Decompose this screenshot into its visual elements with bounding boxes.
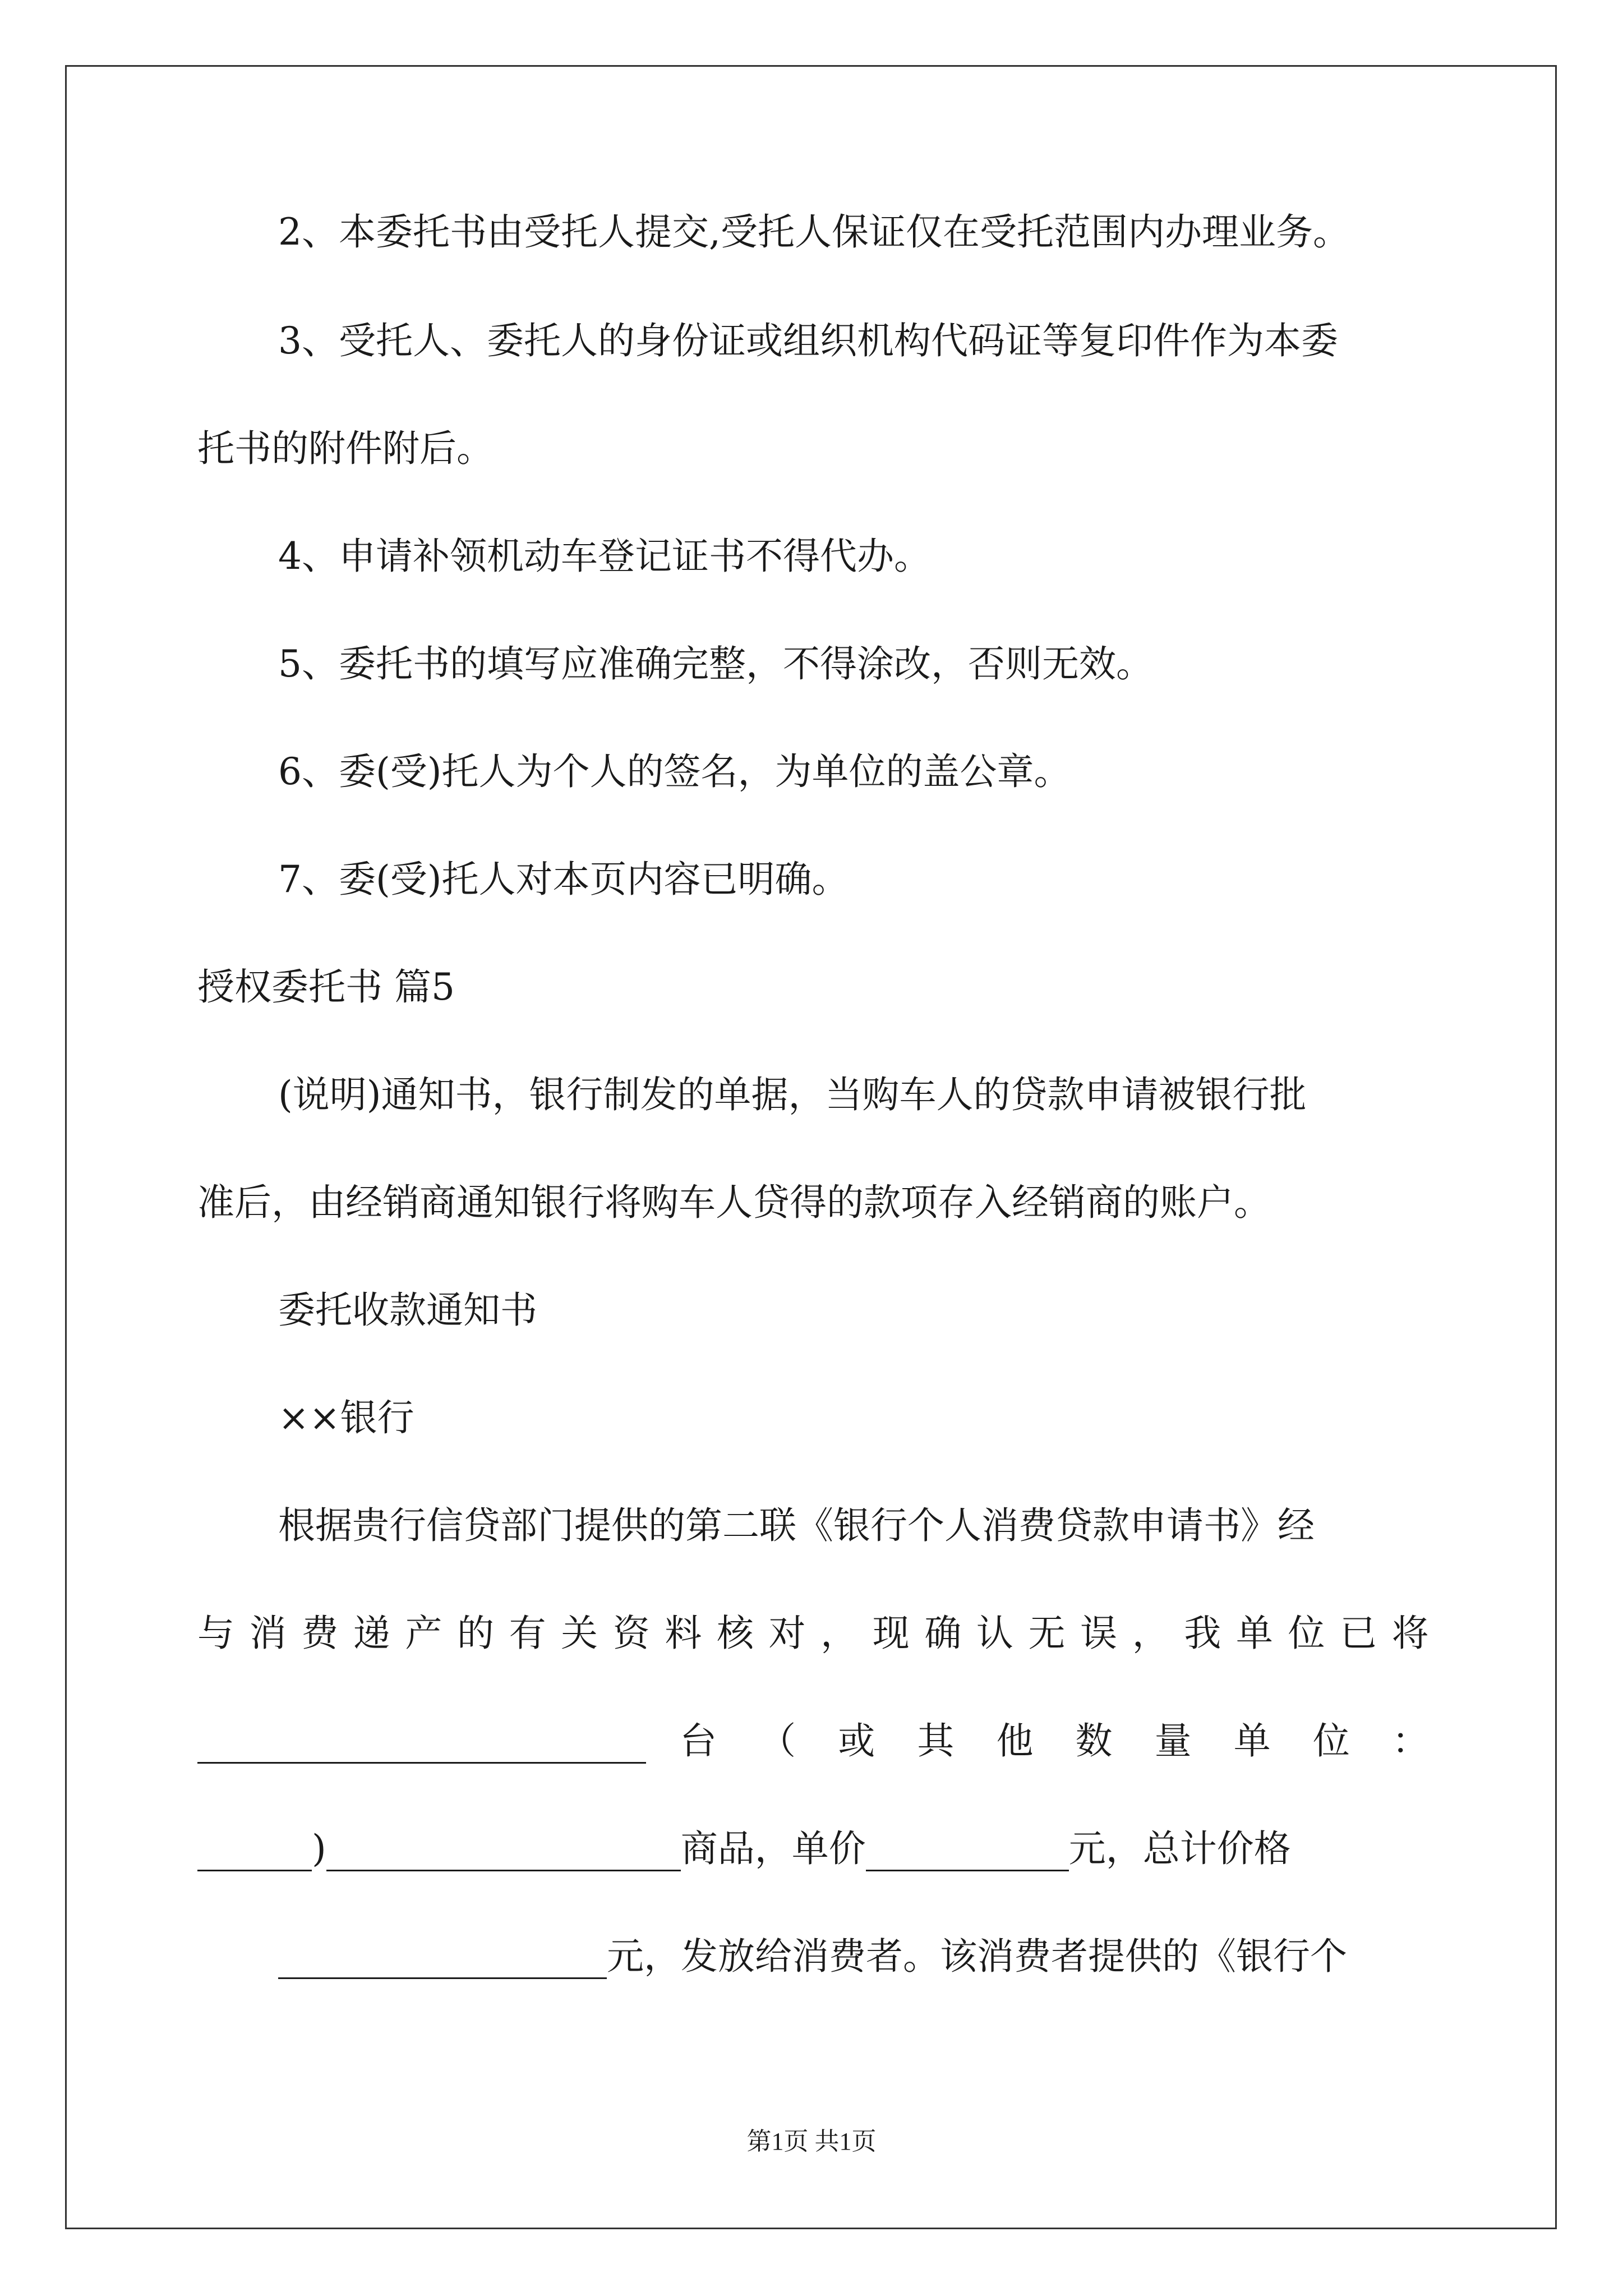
justified-line-2-char: 无	[1028, 1612, 1066, 1655]
paragraph-item-5: 5、委托书的填写应准确完整，不得涂改，否则无效。	[278, 642, 1153, 685]
product-blank	[326, 1837, 681, 1871]
paragraph-item-6: 6、委(受)托人为个人的签名，为单位的盖公章。	[278, 750, 1071, 793]
distribution-text: 元，发放给消费者。该消费者提供的《银行个	[607, 1935, 1347, 1978]
justified-line-2-char: 认	[976, 1612, 1013, 1655]
justified-line-2-char: 与	[197, 1612, 234, 1655]
justified-line-2-char: 误	[1080, 1612, 1118, 1655]
bank-name: ××银行	[278, 1396, 414, 1439]
justified-line-2-char: 确	[924, 1612, 962, 1655]
justified-line-2-char: 核	[716, 1612, 754, 1655]
total-price-blank	[278, 1945, 607, 1979]
justified-line-3-char: （	[759, 1719, 796, 1763]
justified-line-3-char: 数	[1075, 1719, 1113, 1763]
quantity-blank	[197, 1729, 646, 1764]
justified-line-2-char: ，	[820, 1612, 858, 1655]
page-border	[65, 65, 1557, 2229]
quantity-unit-text	[680, 1719, 1429, 1764]
notice-body-line-2	[197, 1611, 1429, 1656]
justified-line-2-char: 对	[768, 1612, 806, 1655]
justified-line-3-char: ：	[1391, 1719, 1429, 1763]
notice-body-line-4	[197, 1826, 1291, 1871]
paragraph-item-3-line-1: 3、受托人、委托人的身份证或组织机构代码证等复印件作为本委	[278, 319, 1338, 362]
unit-price-label: 商品，单价	[680, 1827, 866, 1870]
justified-line-3-char: 位	[1312, 1719, 1350, 1763]
justified-line-2-char: 已	[1340, 1612, 1377, 1655]
section-heading: 授权委托书 篇5	[197, 965, 455, 1009]
notice-body-line-1: 根据贵行信贷部门提供的第二联《银行个人消费贷款申请书》经	[278, 1504, 1315, 1547]
justified-line-2-char: 现	[872, 1612, 910, 1655]
justified-line-2-char: 费	[301, 1612, 339, 1655]
justified-line-2-char: 递	[353, 1612, 390, 1655]
justified-line-3-char: 台	[680, 1719, 717, 1763]
paragraph-item-2: 2、本委托书由受托人提交,受托人保证仅在受托范围内办理业务。	[278, 210, 1350, 254]
justified-line-2-char: 将	[1391, 1612, 1429, 1655]
justified-line-2-char: 位	[1288, 1612, 1325, 1655]
justified-line-2-char: 有	[509, 1612, 546, 1655]
explanation-line-2: 准后，由经销商通知银行将购车人贷得的款项存入经销商的账户。	[197, 1181, 1271, 1224]
paragraph-item-3-line-2: 托书的附件附后。	[197, 427, 494, 470]
explanation-line-1: (说明)通知书，银行制发的单据，当购车人的贷款申请被银行批	[278, 1073, 1307, 1116]
justified-line-3-char: 量	[1154, 1719, 1192, 1763]
paragraph-item-7: 7、委(受)托人对本页内容已明确。	[278, 858, 849, 901]
notice-title: 委托收款通知书	[278, 1289, 537, 1332]
unit-price-blank	[866, 1837, 1069, 1871]
justified-line-2-char: 消	[249, 1612, 287, 1655]
justified-line-3-char: 或	[838, 1719, 875, 1763]
justified-line-2-char: 关	[561, 1612, 598, 1655]
justified-line-2-char: 我	[1184, 1612, 1221, 1655]
justified-line-2-char: 的	[457, 1612, 494, 1655]
justified-line-3-char: 单	[1233, 1719, 1271, 1763]
justified-line-2-char: 单	[1235, 1612, 1273, 1655]
closing-paren: )	[312, 1827, 326, 1870]
justified-line-3-char: 其	[917, 1719, 955, 1763]
page-footer: 第1页 共1页	[746, 2128, 877, 2155]
notice-body-line-3	[197, 1719, 1429, 1764]
unit-blank	[197, 1837, 312, 1871]
justified-line-2-char: 料	[665, 1612, 702, 1655]
justified-line-2-char: 产	[405, 1612, 442, 1655]
paragraph-item-4: 4、申请补领机动车登记证书不得代办。	[278, 535, 931, 578]
notice-body-line-5	[278, 1934, 1347, 1979]
justified-line-2-char: 资	[612, 1612, 650, 1655]
total-price-label: 元，总计价格	[1068, 1827, 1291, 1870]
justified-line-2-char: ，	[1132, 1612, 1169, 1655]
justified-line-3-char: 他	[996, 1719, 1034, 1763]
